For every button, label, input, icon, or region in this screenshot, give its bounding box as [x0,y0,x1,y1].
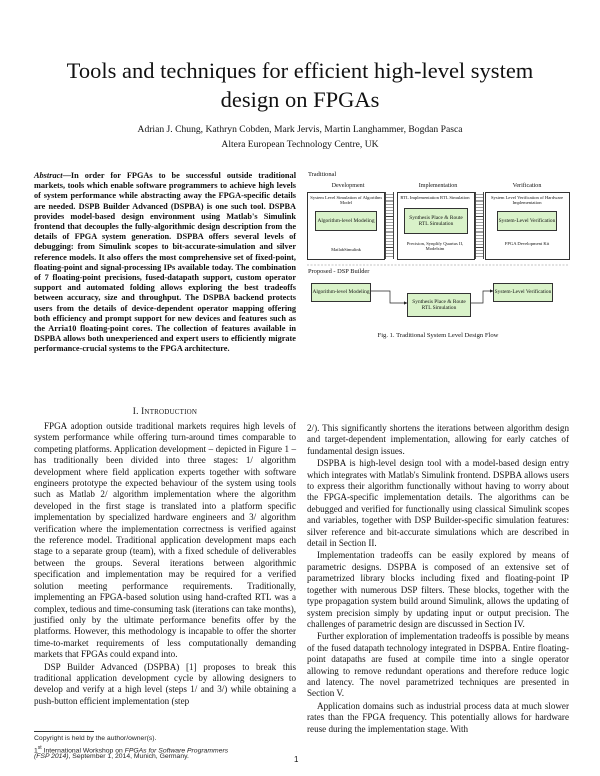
venue-name: FPGAs for Software Programmers [124,747,229,755]
paragraph: FPGA adoption outside traditional markets requires high levels of system performance while offering turn-around times comparable to competing platforms. Application development – depicted in Figure 1 – has traditionally been divided into three stages: 1/ algorithm development where field application experts together with software engineers prototype the expected behaviour of the system using tools such as Matlab 2/ algorithm implementation where the algorithm developed in the first stage is translated into a platform specific implementation by specialized hardware engineers and 3/ algorithm verification where the implementation correctness is verified against the reference model. Traditional application development maps each stage to a separate group (team), with a fixed schedule of deliverables between the groups. Several iterations between algorithmic specification and implementation may be required for a verified solution meeting performance requirements. Traditionally, implementing an FPGA-based solution using hand-crafted RTL was a complex, tedious and time-consuming task (iterations can take months), justified only by the ultimate performance benefits offer by the platforms. However, this methodology is incapable to offer the shorter time-to-market requirements of less computationally demanding markets that FPGAs could expand into. [34,421,296,660]
stage-verification: Verification [512,183,542,189]
footnote-rule [34,731,94,732]
left-column-body [34,421,296,708]
paragraph: DSP Builder Advanced (DSPBA) [1] proposes to break this traditional application development cycle by allowing designers to develop and verify at a high level (steps 1/ and 3/) while obtaining a push-button efficient implementation (step [34,661,296,706]
stage-development: Development [331,183,365,189]
figure-caption: Fig. 1. Traditional System Level Design Flow [377,332,499,339]
abstract [34,171,296,355]
proposed-synthesis-box: Synthesis Place & Route RTL Simulation [407,293,471,317]
dev-algorithm-box: Algorithm-level Modeling [315,211,377,231]
venue-mid: International Workshop on [41,747,125,755]
handoff-bar [475,192,484,259]
venue-date-text: , September 1, 2014, Munich, Germany. [68,753,189,760]
affiliation: Altera European Technology Centre, UK [221,139,379,150]
section-number: I. [132,407,139,417]
handoff-bar [385,192,394,259]
arrow-syn-to-ver [469,291,493,303]
ver-verification-box: System-Level Verification [497,211,557,231]
ver-tool: FPGA Development Kit [504,241,550,246]
venue-abbrev: (FSP 2014) [34,753,69,760]
paragraph: Application domains such as industrial process data at much slower rates than the FPGA frequency. This potentially allows for hardware reuse during the implementation stage. With [307,700,569,734]
traditional-label: Traditional [308,171,337,178]
paper-title: Tools and techniques for efficient high-level system design on FPGAs [66,58,534,112]
venue-ordinal: st [37,745,42,751]
figure-1 [307,171,569,339]
stage-implementation: Implementation [418,183,458,189]
ver-note: System Level Verification of Hardware Implementation [490,195,564,206]
proposed-verification-box: System-Level Verification [493,283,553,302]
paragraph: 2/). This significantly shortens the iterations between algorithm design and target-dependent implementation, allowing for early catches of fundamental design issues. [307,423,569,456]
impl-note: RTL Implementation RTL Simulation [400,195,470,200]
abstract-lead: Abstract [34,171,63,180]
section-heading-introduction [34,407,296,417]
venue-number: 1 [34,747,38,755]
impl-tool: Precision, Synplify Quartus II, Modelsim [406,241,464,252]
arrow-alg-to-syn [369,291,407,303]
proposed-label: Proposed - DSP Builder [308,268,370,275]
impl-synthesis-box: Synthesis Place & Route RTL Simulation [404,208,468,234]
abstract-text: —In order for FPGAs to be successful outside traditional markets, tools which enable software programmers to achieve high levels of system performance while abstracting away the FPGA-specific details are needed. DSPB Builder Advanced (DSPBA) is one such tool. DSPBA provides model-based design environment using Matlab's Simulink frontend that decouples the fully-algorithmic design description from the details of FPGA system generation. DSPBA offers several levels of debugging: from Simulink scopes to bit-accurate-simulation and silver reference models. It also offers the most comprehensive set of fixed-point, floating-point and signal-processing IPs available today. The combination of 7 floating-point precisions, fused-datapath support, custom operator support and automated folding allows exploring the best tradeoffs between accuracy, size and throughput. The DSPBA backend protects users from the details of device-dependent operator mapping offering both efficiency and prompt support for new devices and features such as the Arria10 floating-point cores. The collection of features available in DSPBA allows both unexperienced and expert users to efficiently migrate performance-crucial systems to the FPGA architecture. [34,171,296,354]
dev-tool: MatlabSimulink [331,247,361,252]
paragraph: Further exploration of implementation tradeoffs is possible by means of the fused datapath technology integrated in DSPBA. Entire floating-point datapaths are fused at compile time into a single operator allowing to remove redundant operations and therefore reduce logic and latency. The novel parametrized techniques are presented in Section V. [307,631,569,699]
paragraph: Implementation tradeoffs can be easily explored by means of parametric designs. DSPBA is composed of an extensive set of parametrized library blocks including fixed and floating-point IP together with numerous DSP filters. These blocks, together with the type propagation system build around Simulink, allows the updating of system precision simply by updating input or output precision. The challenges of parametric design are discussed in Section IV. [307,550,569,629]
dev-note: System Level Simulation of Algorithm Model [310,195,382,206]
section-title: Introduction [141,407,198,417]
right-column-body [307,423,569,736]
copyright-note: Copyright is held by the author/owner(s). [34,735,157,742]
venue-date [34,753,334,762]
proposed-algorithm-box: Algorithm-level Modeling [311,283,371,302]
author-list: Adrian J. Chung, Kathryn Cobden, Mark Jervis, Martin Langhammer, Bogdan Pasca [137,124,463,135]
page-number: 1 [294,755,299,764]
paragraph: DSPBA is high-level design tool with a model-based design entry which integrates with Matlab's Simulink frontend. DSPBA allows users to express their algorithm functionally without having to worry about the FPGA-specific implementation details. The algorithms can be debugged and verified for functionally using classical Simulink scopes and variables, together with DSP Builder-specific simulation features: silver reference and bit-accurate simulations which are described in detail in Section II. [307,458,569,549]
